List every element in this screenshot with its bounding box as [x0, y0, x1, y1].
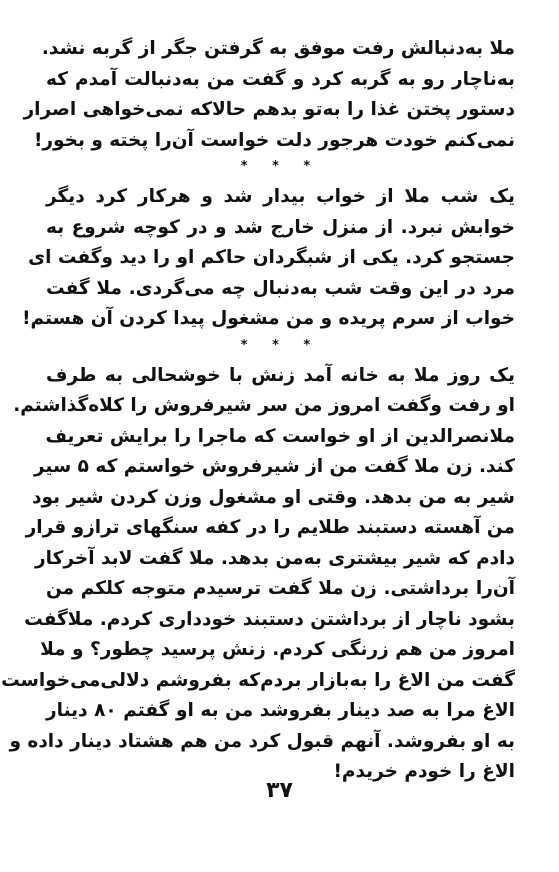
text-line: خواب از سرم پریده و من مشغول پیدا کردن آن هستم!: [22, 308, 515, 329]
paragraph-lost-sleep: [22, 182, 515, 335]
text-line: بشود ناچار از برداشتن دستبند خودداری کردم. ملاگفت: [24, 608, 515, 630]
text-line: یک شب ملا از خواب بیدار شد و هرکار کرد دیگر: [46, 186, 515, 207]
text-line: مرد در این وقت شب به‌دنبال چه می‌گردی. ملا گفت: [46, 277, 515, 299]
text-line: ملا به‌دنبالش رفت موفق به گرفتن جگر از گربه نشد.: [41, 38, 515, 59]
section-separator: * * *: [240, 337, 321, 353]
text-line: دستور پختن غذا را به‌تو بدهم حالاکه نمی‌خواهی اصرار: [23, 99, 515, 120]
text-line: یک روز ملا به خانه آمد زنش با خوشحالی به طرف: [46, 364, 515, 386]
page-number: ۳۷: [266, 778, 293, 803]
paragraph-cat-liver: [23, 34, 515, 156]
text-line: من آهسته دستبند طلایم را در کفه سنگهای ترازو قرار: [25, 517, 515, 538]
text-line: دادم که شیر بیشتری به‌من بدهد. ملا گفت لابد آخرکار: [35, 547, 515, 569]
text-line: آن‌را برداشتی. زن ملا گفت ترسیدم متوجه کلکم من: [46, 578, 515, 599]
text-line: الاغ مرا به صد دینار بفروشد من به او گفتم ۸۰ دینار: [46, 700, 515, 721]
text-line: به او بفروشد. آنهم قبول کرد من هم هشتاد دینار داده و: [9, 730, 515, 752]
text-line: خوابش نبرد. از منزل خارج شد و در کوچه شروع به: [46, 216, 515, 238]
text-line: نمی‌کنم خودت هرجور دلت خواست آن‌را پخته و بخور!: [33, 129, 515, 151]
text-line: گفت من الاغ را به‌بازار بردم‌که بفروشم دلالی‌می‌خواست: [1, 669, 515, 691]
text-line: شیر به من بدهد. وقتی او مشغول وزن کردن شیر بود: [32, 486, 515, 508]
paragraph-milk-and-donkey: [1, 361, 515, 788]
section-separator: * * *: [240, 159, 321, 174]
text-line: کند. زن ملا گفت من از شیرفروش خواستم که ۵ سیر: [33, 456, 515, 477]
text-line: او رفت وگفت امروز من سر شیرفروش را کلاه‌گذاشتم.: [13, 395, 515, 416]
text-line: به‌ناچار رو به گربه کرد و گفت من به‌دنبالت آمدم که: [46, 68, 515, 90]
text-line: الاغ را خودم خریدم!: [333, 761, 515, 782]
text-line: جستجو کرد. یکی از شبگردان حاکم او را دید وگفت ای: [28, 247, 515, 268]
text-line: امروز من هم زرنگی کردم. زنش پرسید چطور؟ و ملا: [40, 639, 515, 660]
text-line: ملانصرالدین از او خواست که ماجرا را برایش تعریف: [45, 425, 515, 447]
